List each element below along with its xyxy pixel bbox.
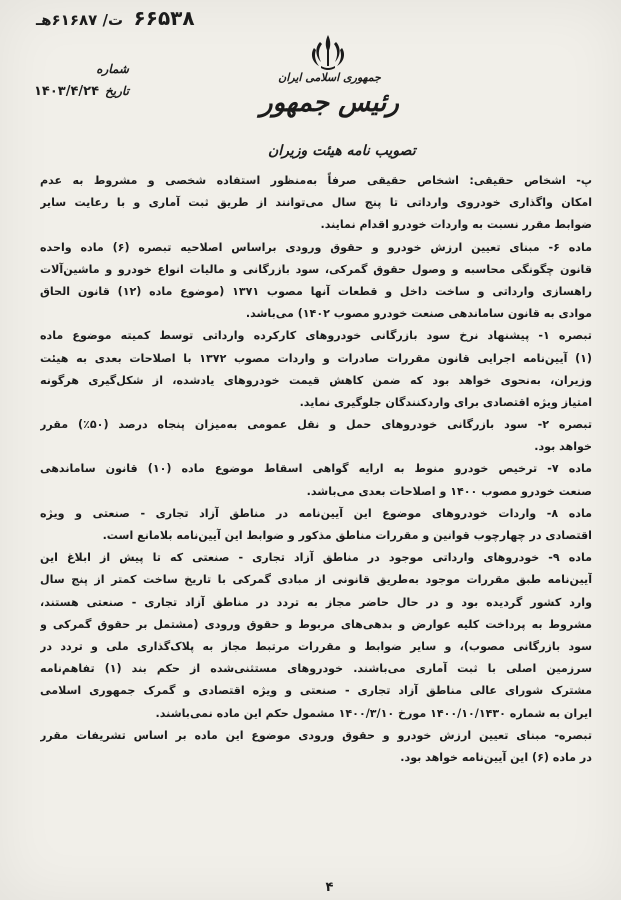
- body-line: تبصره ۱- پیشنهاد نرخ سود بازرگانی خودروهای کارکرده وارداتی توسط کمیته موضوع ماده: [40, 329, 592, 343]
- body-line: سود بازرگانی مصوب)، و سایر ضوابط و مقررات مرتبط مجاز به پلاک‌گذاری ملی و تردد در: [40, 639, 592, 653]
- body-line: تبصره- مبنای تعیین ارزش خودرو و حقوق ورودی موضوع این ماده بر اساس تشریفات مقرر: [40, 728, 592, 742]
- body-line: صنعت خودرو مصوب ۱۴۰۰ و اصلاحات بعدی می‌باشد.: [306, 484, 592, 498]
- document-body: [40, 170, 592, 769]
- body-line: قانون چگونگی محاسبه و وصول حقوق گمرکی، سود بازرگانی و مالیات انواع خودرو و ماشین‌آلات: [40, 262, 592, 276]
- body-line: ماده ۶- مبنای تعیین ارزش خودرو و حقوق ورودی براساس اصلاحیه تبصره (۶) ماده واحده: [40, 240, 592, 254]
- president-title: رئیس جمهور: [260, 88, 399, 118]
- body-line: پ- اشخاص حقیقی: اشخاص حقیقی صرفاً به‌منظور استفاده شخصی و مشروط به عدم: [40, 174, 592, 187]
- republic-title: جمهوری اسلامی ایران: [278, 71, 381, 84]
- body-line: راهسازی وارداتی و ساخت داخل و قطعات آنها مصوب ۱۳۷۱ (موضوع ماده (۱۲) قانون الحاق: [40, 284, 592, 298]
- body-line: وزیران، به‌نحوی خواهد بود که ضمن کاهش قیمت خودروهای یادشده، از شکل‌گیری هرگونه: [40, 373, 592, 387]
- approval-title: تصویب نامه هیئت وزیران: [268, 143, 416, 159]
- letter-number-digits: ۶۶۵۳۸: [133, 6, 195, 30]
- date-label: تاریخ: [105, 84, 129, 98]
- body-line: خواهد بود.: [534, 440, 592, 454]
- body-line: امتیاز ویژه اقتصادی برای واردکنندگان جلوگیری نماید.: [299, 395, 592, 409]
- body-line: (۱) آیین‌نامه اجرایی قانون مقررات صادرات و واردات مصوب ۱۳۷۲ با اصلاحات بعدی به هیئت: [40, 351, 592, 365]
- body-line: ضوابط مقرر نسبت به واردات خودرو اقدام نمایند.: [320, 218, 592, 232]
- body-line: مشترک شورای عالی مناطق آزاد تجاری - صنعتی و ویژه اقتصادی و گمرک جمهوری اسلامی: [40, 684, 592, 698]
- body-line: اقتصادی در چهارچوب قوانین و مقررات مناطق مذکور و ضوابط این آیین‌نامه بلامانع است.: [102, 529, 592, 542]
- body-line: آیین‌نامه طبق مقررات موجود به‌طریق قانونی از مبادی گمرکی با تاریخ ساخت کمتر از پنج سال: [40, 573, 592, 587]
- body-line: مشروط به پرداخت کلیه عوارض و بدهی‌های مربوط و حقوق ورودی (مشتمل بر حقوق گمرکی و: [40, 617, 592, 631]
- body-line: سرزمین اصلی با ثبت آماری می‌باشند. خودروهای مستثنی‌شده از حکم بند (۱) تفاهم‌نامه: [40, 662, 592, 676]
- body-line: ماده ۷- ترخیص خودرو منوط به ارایه گواهی اسقاط موضوع ماده (۱۰) قانون ساماندهی: [40, 462, 592, 476]
- body-line: ایران به شماره ۱۴۰۰/۱۰/۱۴۳۰ مورخ ۱۴۰۰/۳/۱۰ مشمول حکم این ماده نمی‌باشند.: [155, 706, 592, 720]
- body-line: امکان واگذاری خودروی وارداتی تا پنج سال می‌توانند از طریق ثبت آماری و با رعایت سایر: [40, 196, 592, 210]
- letter-number: ۶۶۵۳۸ ت/ ۶۱۶۸۷هـ: [36, 6, 195, 30]
- body-line: ماده ۹- خودروهای وارداتی موجود در مناطق آزاد تجاری - صنعتی که تا پیش از ابلاغ این: [40, 551, 592, 565]
- letter-number-prefix: ت: [108, 11, 124, 29]
- body-line: موادی به قانون ساماندهی صنعت خودرو مصوب ۱۴۰۲) می‌باشد.: [245, 307, 592, 321]
- page-number: ۴: [325, 880, 334, 895]
- iran-emblem-icon: [306, 32, 350, 72]
- date-value: ۱۴۰۳/۴/۲۴: [34, 84, 100, 99]
- body-line: وارد کشور گردیده بود و در حال حاضر مجاز به تردد در مناطق آزاد تجاری - صنعتی هستند،: [40, 595, 592, 609]
- body-line: تبصره ۲- سود بازرگانی خودروهای حمل و نقل عمومی به‌میزان پنجاه درصد (۵۰٪) مقرر: [40, 418, 592, 432]
- body-line: در ماده (۶) این آیین‌نامه خواهد بود.: [400, 750, 592, 764]
- letter-number-code: ۶۱۶۸۷هـ: [36, 11, 98, 29]
- body-line: ماده ۸- واردات خودروهای موضوع این آیین‌نامه در مناطق آزاد تجاری - صنعتی و ویژه: [40, 506, 592, 520]
- number-label: شماره: [96, 62, 129, 76]
